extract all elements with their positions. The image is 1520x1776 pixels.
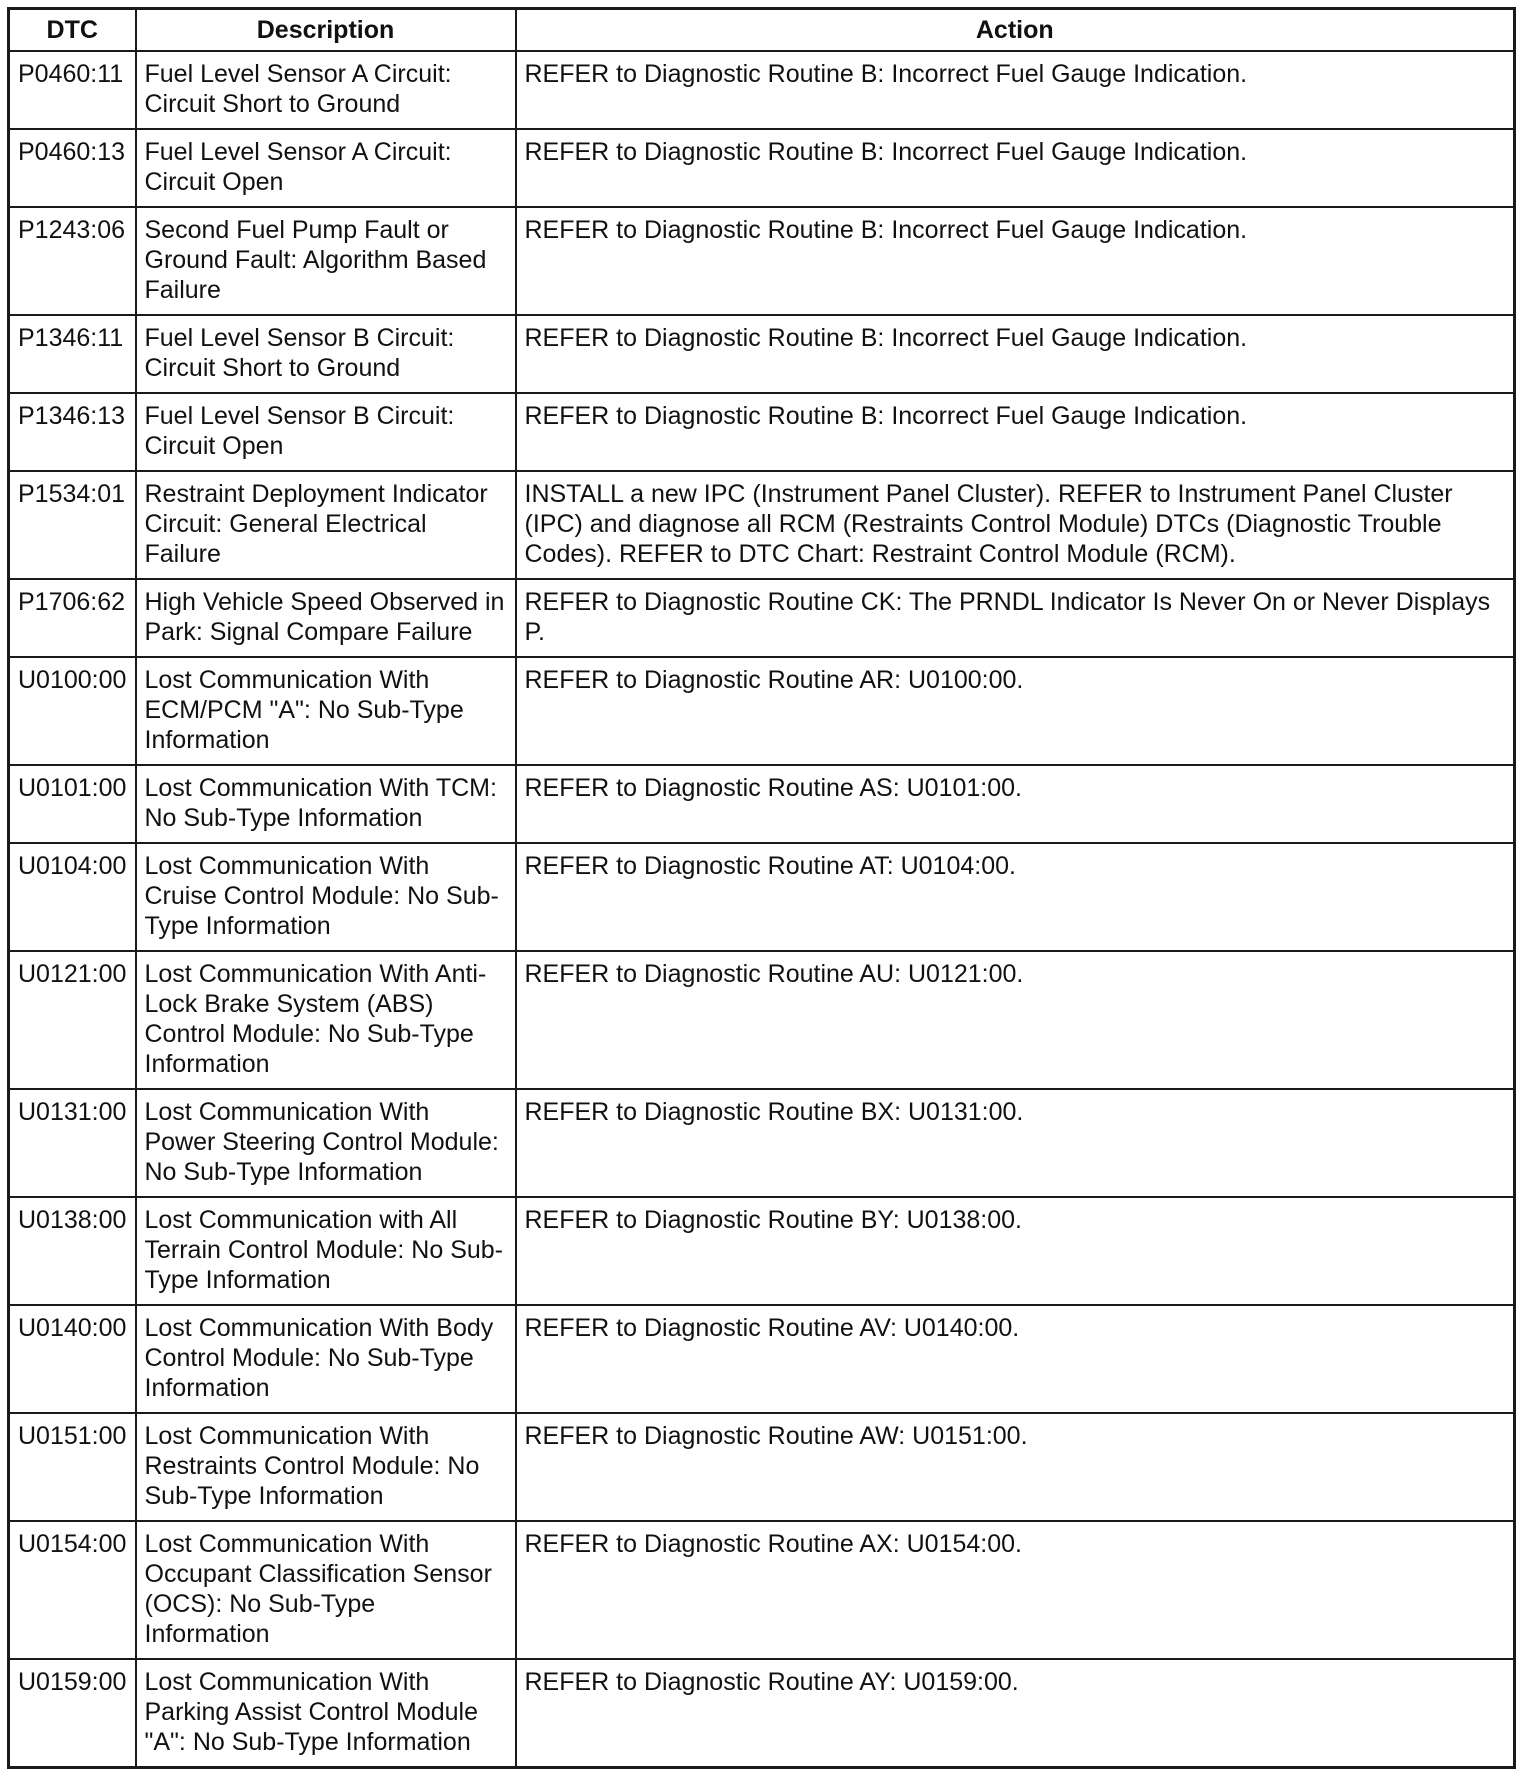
table-row (9, 1089, 1515, 1197)
action-cell: REFER to Diagnostic Routine AV: U0140:00. (516, 1305, 1515, 1413)
dtc-code-cell: P1534:01 (9, 471, 136, 579)
description-cell: Fuel Level Sensor B Circuit: Circuit Open (136, 393, 516, 471)
header-dtc: DTC (9, 9, 136, 52)
description-cell: Fuel Level Sensor A Circuit: Circuit Open (136, 129, 516, 207)
description-cell: Restraint Deployment Indicator Circuit: General Electrical Failure (136, 471, 516, 579)
table-row (9, 51, 1515, 129)
dtc-code-cell: P1243:06 (9, 207, 136, 315)
description-cell: Lost Communication With Anti-Lock Brake System (ABS) Control Module: No Sub-Type Information (136, 951, 516, 1089)
description-cell: Fuel Level Sensor A Circuit: Circuit Short to Ground (136, 51, 516, 129)
action-cell: INSTALL a new IPC (Instrument Panel Cluster). REFER to Instrument Panel Cluster (IPC) and diagnose all RCM (Restraints Control Module) DTCs (Diagnostic Trouble Codes). REFER to DTC Chart: Restraint Control Module (RCM). (516, 471, 1515, 579)
action-cell: REFER to Diagnostic Routine B: Incorrect Fuel Gauge Indication. (516, 393, 1515, 471)
description-cell: Lost Communication With TCM: No Sub-Type Information (136, 765, 516, 843)
table-row (9, 471, 1515, 579)
dtc-code-cell: U0138:00 (9, 1197, 136, 1305)
dtc-code-cell: U0101:00 (9, 765, 136, 843)
dtc-code-cell: P0460:11 (9, 51, 136, 129)
description-cell: High Vehicle Speed Observed in Park: Signal Compare Failure (136, 579, 516, 657)
action-cell: REFER to Diagnostic Routine AX: U0154:00. (516, 1521, 1515, 1659)
description-cell: Lost Communication With Power Steering Control Module: No Sub-Type Information (136, 1089, 516, 1197)
action-cell: REFER to Diagnostic Routine AS: U0101:00. (516, 765, 1515, 843)
action-cell: REFER to Diagnostic Routine AU: U0121:00. (516, 951, 1515, 1089)
table-row (9, 1659, 1515, 1768)
action-cell: REFER to Diagnostic Routine CK: The PRNDL Indicator Is Never On or Never Displays P. (516, 579, 1515, 657)
action-cell: REFER to Diagnostic Routine AR: U0100:00. (516, 657, 1515, 765)
action-cell: REFER to Diagnostic Routine AY: U0159:00. (516, 1659, 1515, 1768)
dtc-code-cell: P0460:13 (9, 129, 136, 207)
description-cell: Second Fuel Pump Fault or Ground Fault: Algorithm Based Failure (136, 207, 516, 315)
table-row (9, 1413, 1515, 1521)
table-row (9, 129, 1515, 207)
header-description: Description (136, 9, 516, 52)
header-row (9, 9, 1515, 52)
action-cell: REFER to Diagnostic Routine AT: U0104:00. (516, 843, 1515, 951)
description-cell: Lost Communication With ECM/PCM "A": No Sub-Type Information (136, 657, 516, 765)
action-cell: REFER to Diagnostic Routine B: Incorrect Fuel Gauge Indication. (516, 207, 1515, 315)
table-row (9, 207, 1515, 315)
description-cell: Fuel Level Sensor B Circuit: Circuit Short to Ground (136, 315, 516, 393)
table-body (9, 51, 1515, 1768)
table-row (9, 1197, 1515, 1305)
table-row (9, 393, 1515, 471)
description-cell: Lost Communication With Body Control Module: No Sub-Type Information (136, 1305, 516, 1413)
table-header (9, 9, 1515, 52)
action-cell: REFER to Diagnostic Routine B: Incorrect Fuel Gauge Indication. (516, 129, 1515, 207)
table-row (9, 951, 1515, 1089)
table-row (9, 579, 1515, 657)
table-row (9, 1305, 1515, 1413)
dtc-code-cell: P1346:13 (9, 393, 136, 471)
dtc-code-cell: P1346:11 (9, 315, 136, 393)
table-row (9, 315, 1515, 393)
dtc-code-cell: U0154:00 (9, 1521, 136, 1659)
description-cell: Lost Communication With Parking Assist Control Module "A": No Sub-Type Information (136, 1659, 516, 1768)
action-cell: REFER to Diagnostic Routine BX: U0131:00. (516, 1089, 1515, 1197)
dtc-code-cell: U0121:00 (9, 951, 136, 1089)
dtc-code-cell: U0159:00 (9, 1659, 136, 1768)
dtc-code-cell: U0151:00 (9, 1413, 136, 1521)
description-cell: Lost Communication with All Terrain Control Module: No Sub-Type Information (136, 1197, 516, 1305)
table-row (9, 765, 1515, 843)
action-cell: REFER to Diagnostic Routine BY: U0138:00. (516, 1197, 1515, 1305)
header-action: Action (516, 9, 1515, 52)
table-row (9, 1521, 1515, 1659)
action-cell: REFER to Diagnostic Routine B: Incorrect Fuel Gauge Indication. (516, 51, 1515, 129)
action-cell: REFER to Diagnostic Routine AW: U0151:00. (516, 1413, 1515, 1521)
description-cell: Lost Communication With Occupant Classification Sensor (OCS): No Sub-Type Information (136, 1521, 516, 1659)
dtc-code-cell: U0140:00 (9, 1305, 136, 1413)
action-cell: REFER to Diagnostic Routine B: Incorrect Fuel Gauge Indication. (516, 315, 1515, 393)
dtc-code-cell: U0100:00 (9, 657, 136, 765)
dtc-code-cell: U0104:00 (9, 843, 136, 951)
dtc-code-cell: P1706:62 (9, 579, 136, 657)
dtc-table (7, 7, 1516, 1769)
description-cell: Lost Communication With Restraints Control Module: No Sub-Type Information (136, 1413, 516, 1521)
table-row (9, 843, 1515, 951)
description-cell: Lost Communication With Cruise Control Module: No Sub-Type Information (136, 843, 516, 951)
table-row (9, 657, 1515, 765)
dtc-code-cell: U0131:00 (9, 1089, 136, 1197)
